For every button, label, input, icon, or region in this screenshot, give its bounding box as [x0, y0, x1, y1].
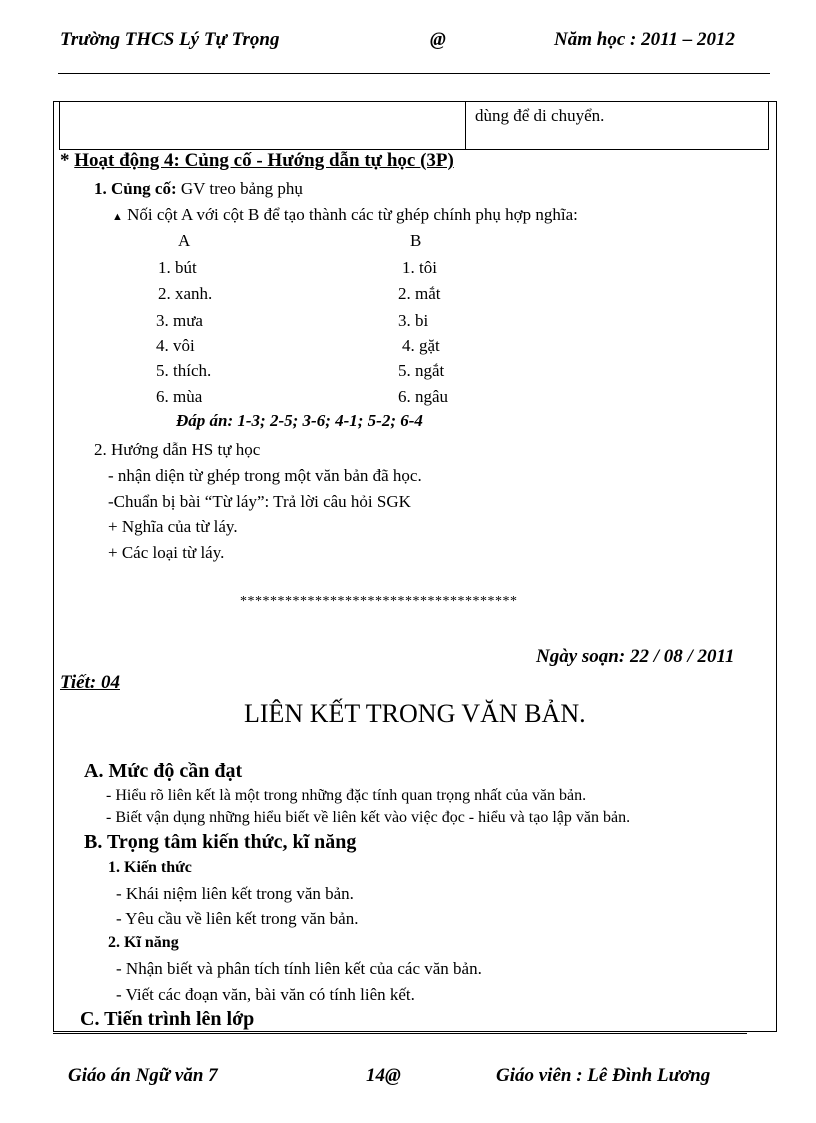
col-b-item-3: 3. bi — [398, 311, 429, 330]
col-a-header: A — [178, 231, 191, 250]
separator: ************************************* — [240, 594, 518, 609]
header-year: Năm học : 2011 – 2012 — [554, 29, 736, 50]
col-b-item-4: 4. gặt — [402, 336, 440, 355]
guide-item-1: - nhận diện từ ghép trong một văn bản đã học. — [108, 466, 422, 485]
footer-teacher: Giáo viên : Lê Đình Lương — [496, 1065, 711, 1086]
guide-title: 2. Hướng dẫn HS tự học — [94, 440, 261, 459]
section-b-heading: B. Trọng tâm kiến thức, kĩ năng — [84, 831, 357, 853]
col-b-item-5: 5. ngắt — [398, 361, 445, 380]
task-line — [112, 205, 578, 225]
bottom-rule — [53, 1033, 747, 1034]
table-cell-text: dùng để di chuyển. — [475, 106, 605, 125]
section-c-heading: C. Tiến trình lên lớp — [80, 1008, 255, 1030]
activity4-star: * — [60, 150, 70, 171]
col-a-item-1: 1. bút — [158, 258, 197, 277]
col-b-header: B — [410, 231, 422, 250]
activity4-heading — [60, 150, 454, 172]
answer-key: Đáp án: 1-3; 2-5; 3-6; 4-1; 5-2; 6-4 — [176, 411, 423, 430]
col-a-item-6: 6. mùa — [156, 387, 203, 406]
col-a-item-4: 4. vôi — [156, 336, 195, 355]
col-b-item-6: 6. ngâu — [398, 387, 449, 406]
footer-book: Giáo án Ngữ văn 7 — [68, 1065, 218, 1086]
kinang-item-1: - Nhận biết và phân tích tính liên kết của các văn bản. — [116, 959, 482, 978]
guide-item-4: + Các loại từ láy. — [108, 543, 225, 562]
table-divider — [465, 101, 466, 149]
kienthuc-item-1: - Khái niệm liên kết trong văn bản. — [116, 884, 354, 903]
kinang-heading: 2. Kĩ năng — [108, 934, 179, 951]
col-b-item-1: 1. tôi — [402, 258, 437, 277]
guide-item-3: + Nghĩa của từ láy. — [108, 517, 238, 536]
section-a-item-2: - Biết vận dụng những hiểu biết về liên kết vào việc đọc - hiểu và tạo lập văn bản. — [106, 809, 631, 826]
footer-page: 14@ — [366, 1065, 401, 1086]
col-b-item-2: 2. mắt — [398, 284, 441, 303]
header-symbol: @ — [430, 29, 446, 50]
task-text: Nối cột A với cột B để tạo thành các từ ghép chính phụ hợp nghĩa: — [127, 205, 578, 224]
header-school: Trường THCS Lý Tự Trọng — [60, 29, 280, 50]
header-rule — [58, 73, 770, 74]
kinang-item-2: - Viết các đoạn văn, bài văn có tính liên kết. — [116, 985, 415, 1004]
cungco-text: GV treo bảng phụ — [180, 179, 303, 198]
lesson-title: LIÊN KẾT TRONG VĂN BẢN. — [244, 699, 586, 728]
col-a-item-3: 3. mưa — [156, 311, 203, 330]
section-a-item-1: - Hiểu rõ liên kết là một trong những đặc tính quan trọng nhất của văn bản. — [106, 787, 587, 804]
kienthuc-heading: 1. Kiến thức — [108, 859, 192, 876]
triangle-icon: ▲ — [112, 211, 123, 223]
guide-item-2: -Chuẩn bị bài “Từ láy”: Trả lời câu hỏi SGK — [108, 492, 411, 511]
cungco-label: Củng cố: — [111, 179, 177, 198]
table-row — [59, 101, 769, 150]
lesson-period: Tiết: 04 — [60, 672, 120, 693]
kienthuc-item-2: - Yêu cầu về liên kết trong văn bản. — [116, 909, 359, 928]
section-a-heading: A. Mức độ cần đạt — [84, 760, 243, 782]
col-a-item-2: 2. xanh. — [158, 284, 213, 303]
cungco-number: 1. — [94, 179, 107, 198]
cungco-line — [94, 179, 303, 199]
lesson-date: Ngày soạn: 22 / 08 / 2011 — [536, 646, 735, 667]
activity4-title: Hoạt động 4: Củng cố - Hướng dẫn tự học (3P) — [74, 150, 454, 171]
col-a-item-5: 5. thích. — [156, 361, 212, 380]
